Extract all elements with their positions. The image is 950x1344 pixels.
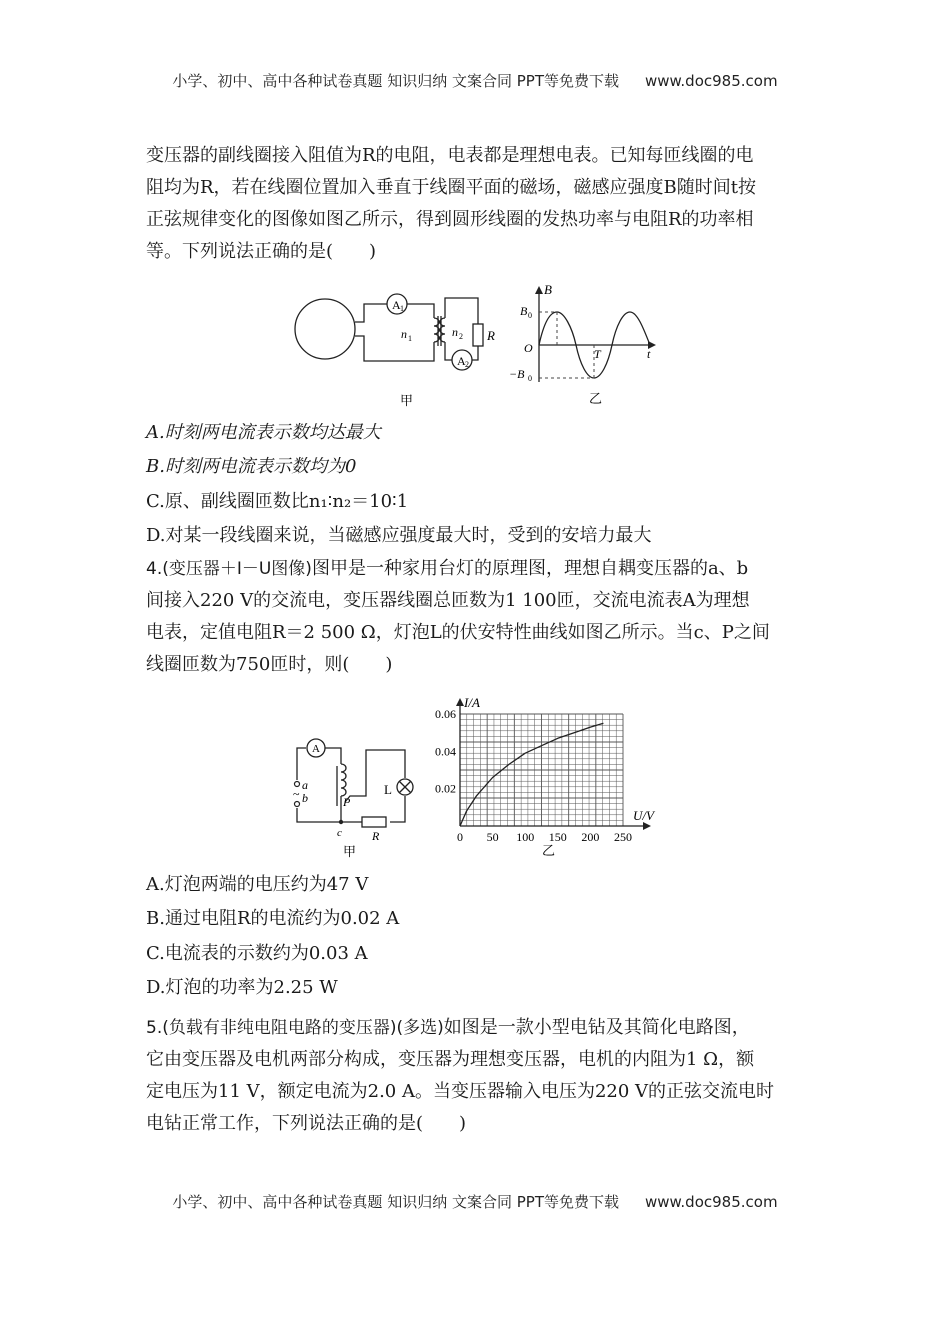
lamp-label: L bbox=[384, 782, 392, 797]
y-tick-label: 0.04 bbox=[435, 744, 456, 759]
q4-line-1-text: 图甲是一种家用台灯的原理图，理想自耦变压器的a、b bbox=[311, 558, 749, 579]
q5-line-3: 定电压为11 V，额定电流为2.0 A。当变压器输入电压为220 V的正弦交流电时 bbox=[146, 1081, 775, 1102]
q5-line-1-text: 如图是一款小型电钻及其简化电路图， bbox=[443, 1017, 750, 1038]
x-tick-label: 150 bbox=[548, 830, 567, 844]
terminal-b-label: b bbox=[302, 791, 308, 805]
period-label: T bbox=[594, 347, 601, 361]
page-header bbox=[0, 70, 950, 91]
q3-option-c[interactable]: C.原、副线圈匝数比n₁∶n₂＝10∶1 bbox=[146, 491, 409, 512]
q3-figure-yi bbox=[504, 282, 664, 412]
round-coil bbox=[295, 299, 355, 359]
n1-sub: 1 bbox=[408, 334, 412, 343]
q4-option-b[interactable]: B.通过电阻R的电流约为0.02 A bbox=[146, 908, 400, 929]
chart-axes bbox=[456, 698, 651, 830]
series-line-L bbox=[460, 723, 603, 826]
n1-label: n bbox=[401, 327, 407, 341]
chart-series bbox=[460, 723, 603, 826]
autotransformer-coil bbox=[341, 764, 346, 796]
b-axis-label: B bbox=[544, 282, 552, 297]
node-c-label: c bbox=[337, 827, 342, 839]
q3-line-2: 阻均为R，若在线圈位置加入垂直于线圈平面的磁场，磁感应强度B随时间t按 bbox=[146, 177, 757, 198]
neg-b0-sub: 0 bbox=[528, 374, 532, 383]
y-tick-label: 0.02 bbox=[435, 781, 456, 796]
q5-line-1 bbox=[146, 1012, 810, 1044]
y-axis-arrow bbox=[456, 698, 464, 706]
q5-tag: 5.(负载有非纯电阻电路的变压器)(多选) bbox=[146, 1018, 444, 1038]
footer-site[interactable]: www.doc985.com bbox=[644, 1193, 778, 1211]
resistor-r-icon bbox=[362, 817, 386, 827]
terminal-a-label: a bbox=[302, 778, 308, 792]
fig-jia-caption: 甲 bbox=[400, 393, 414, 408]
a1-sub: 1 bbox=[400, 304, 404, 313]
q3-line-3: 正弦规律变化的图像如图乙所示，得到圆形线圈的发热功率与电阻R的功率相 bbox=[146, 209, 754, 230]
fig-jia-caption: 甲 bbox=[343, 844, 357, 859]
header-site[interactable]: www.doc985.com bbox=[644, 72, 778, 90]
q5-line-4: 电钻正常工作，下列说法正确的是( ) bbox=[146, 1113, 467, 1134]
chart-grid bbox=[460, 714, 623, 826]
n2-label: n bbox=[452, 325, 458, 339]
q5-stem bbox=[146, 1012, 810, 1140]
q4-option-a[interactable]: A.灯泡两端的电压约为47 V bbox=[146, 874, 369, 895]
a1-label: A bbox=[392, 298, 401, 312]
x-tick-label: 250 bbox=[614, 830, 632, 844]
resistor-r-icon bbox=[473, 324, 483, 346]
x-tick-label: 100 bbox=[516, 830, 535, 844]
neg-b0-label: −B bbox=[509, 367, 525, 381]
q4-tag: 4.(变压器＋I－U图像) bbox=[146, 559, 312, 579]
q3-option-a[interactable]: A.时刻两电流表示数均达最大 bbox=[146, 422, 381, 443]
q3-stem bbox=[146, 140, 810, 268]
x-axis-arrow bbox=[643, 822, 651, 830]
ac-tilde-label: ~ bbox=[293, 787, 300, 801]
q3-line-4: 等。下列说法正确的是( ) bbox=[146, 241, 377, 262]
q3-figure-jia bbox=[292, 284, 512, 412]
q4-line-3: 电表，定值电阻R＝2 500 Ω，灯泡L的伏安特性曲线如图乙所示。当c、P之间 bbox=[146, 622, 770, 643]
q3-line-1: 变压器的副线圈接入阻值为R的电阻，电表都是理想电表。已知每匝线圈的电 bbox=[146, 145, 754, 166]
ammeter-label: A bbox=[312, 743, 320, 755]
q4-line-1 bbox=[146, 553, 810, 585]
page-footer bbox=[0, 1191, 950, 1212]
q3-option-d[interactable]: D.对某一段线圈来说，当磁感应强度最大时，受到的安培力最大 bbox=[146, 525, 652, 546]
fig-yi-caption: 乙 bbox=[589, 391, 603, 406]
y-axis-label: I/A bbox=[464, 695, 480, 710]
q4-figure-jia bbox=[286, 736, 426, 860]
a2-sub: 2 bbox=[465, 360, 469, 369]
a2-label: A bbox=[457, 354, 466, 368]
slider-p-label: P bbox=[343, 795, 351, 809]
header-text: 小学、初中、高中各种试卷真题 知识归纳 文案合同 PPT等免费下载 bbox=[172, 72, 619, 90]
footer-text: 小学、初中、高中各种试卷真题 知识归纳 文案合同 PPT等免费下载 bbox=[172, 1193, 619, 1211]
y-tick-label: 0.06 bbox=[435, 707, 456, 721]
q3-option-b[interactable]: B.时刻两电流表示数均为0 bbox=[146, 456, 357, 477]
x-tick-label: 0 bbox=[457, 830, 463, 844]
x-tick-label: 50 bbox=[486, 830, 499, 844]
lamp-l-icon bbox=[397, 779, 413, 795]
n2-sub: 2 bbox=[459, 332, 463, 341]
x-tick-label: 200 bbox=[581, 830, 600, 844]
q4-line-4: 线圈匝数为750匝时，则( ) bbox=[146, 654, 393, 675]
q4-line-2: 间接入220 V的交流电，变压器线圈总匝数为1 100匝，交流电流表A为理想 bbox=[146, 590, 750, 611]
origin-label: O bbox=[524, 341, 533, 355]
fig-yi-caption: 乙 bbox=[542, 843, 556, 858]
r-label: R bbox=[372, 829, 380, 843]
b0-sub: 0 bbox=[528, 311, 532, 320]
x-axis-label: U/V bbox=[633, 808, 654, 823]
iu-chart bbox=[420, 694, 670, 860]
q4-stem bbox=[146, 553, 810, 681]
q4-option-c[interactable]: C.电流表的示数约为0.03 A bbox=[146, 943, 368, 964]
b0-label: B bbox=[520, 304, 528, 318]
q5-line-2: 它由变压器及电机两部分构成，变压器为理想变压器，电机的内阻为1 Ω，额 bbox=[146, 1049, 755, 1070]
q4-option-d[interactable]: D.灯泡的功率为2.25 W bbox=[146, 977, 338, 998]
r-label: R bbox=[487, 328, 495, 343]
t-axis-label: t bbox=[647, 347, 651, 361]
